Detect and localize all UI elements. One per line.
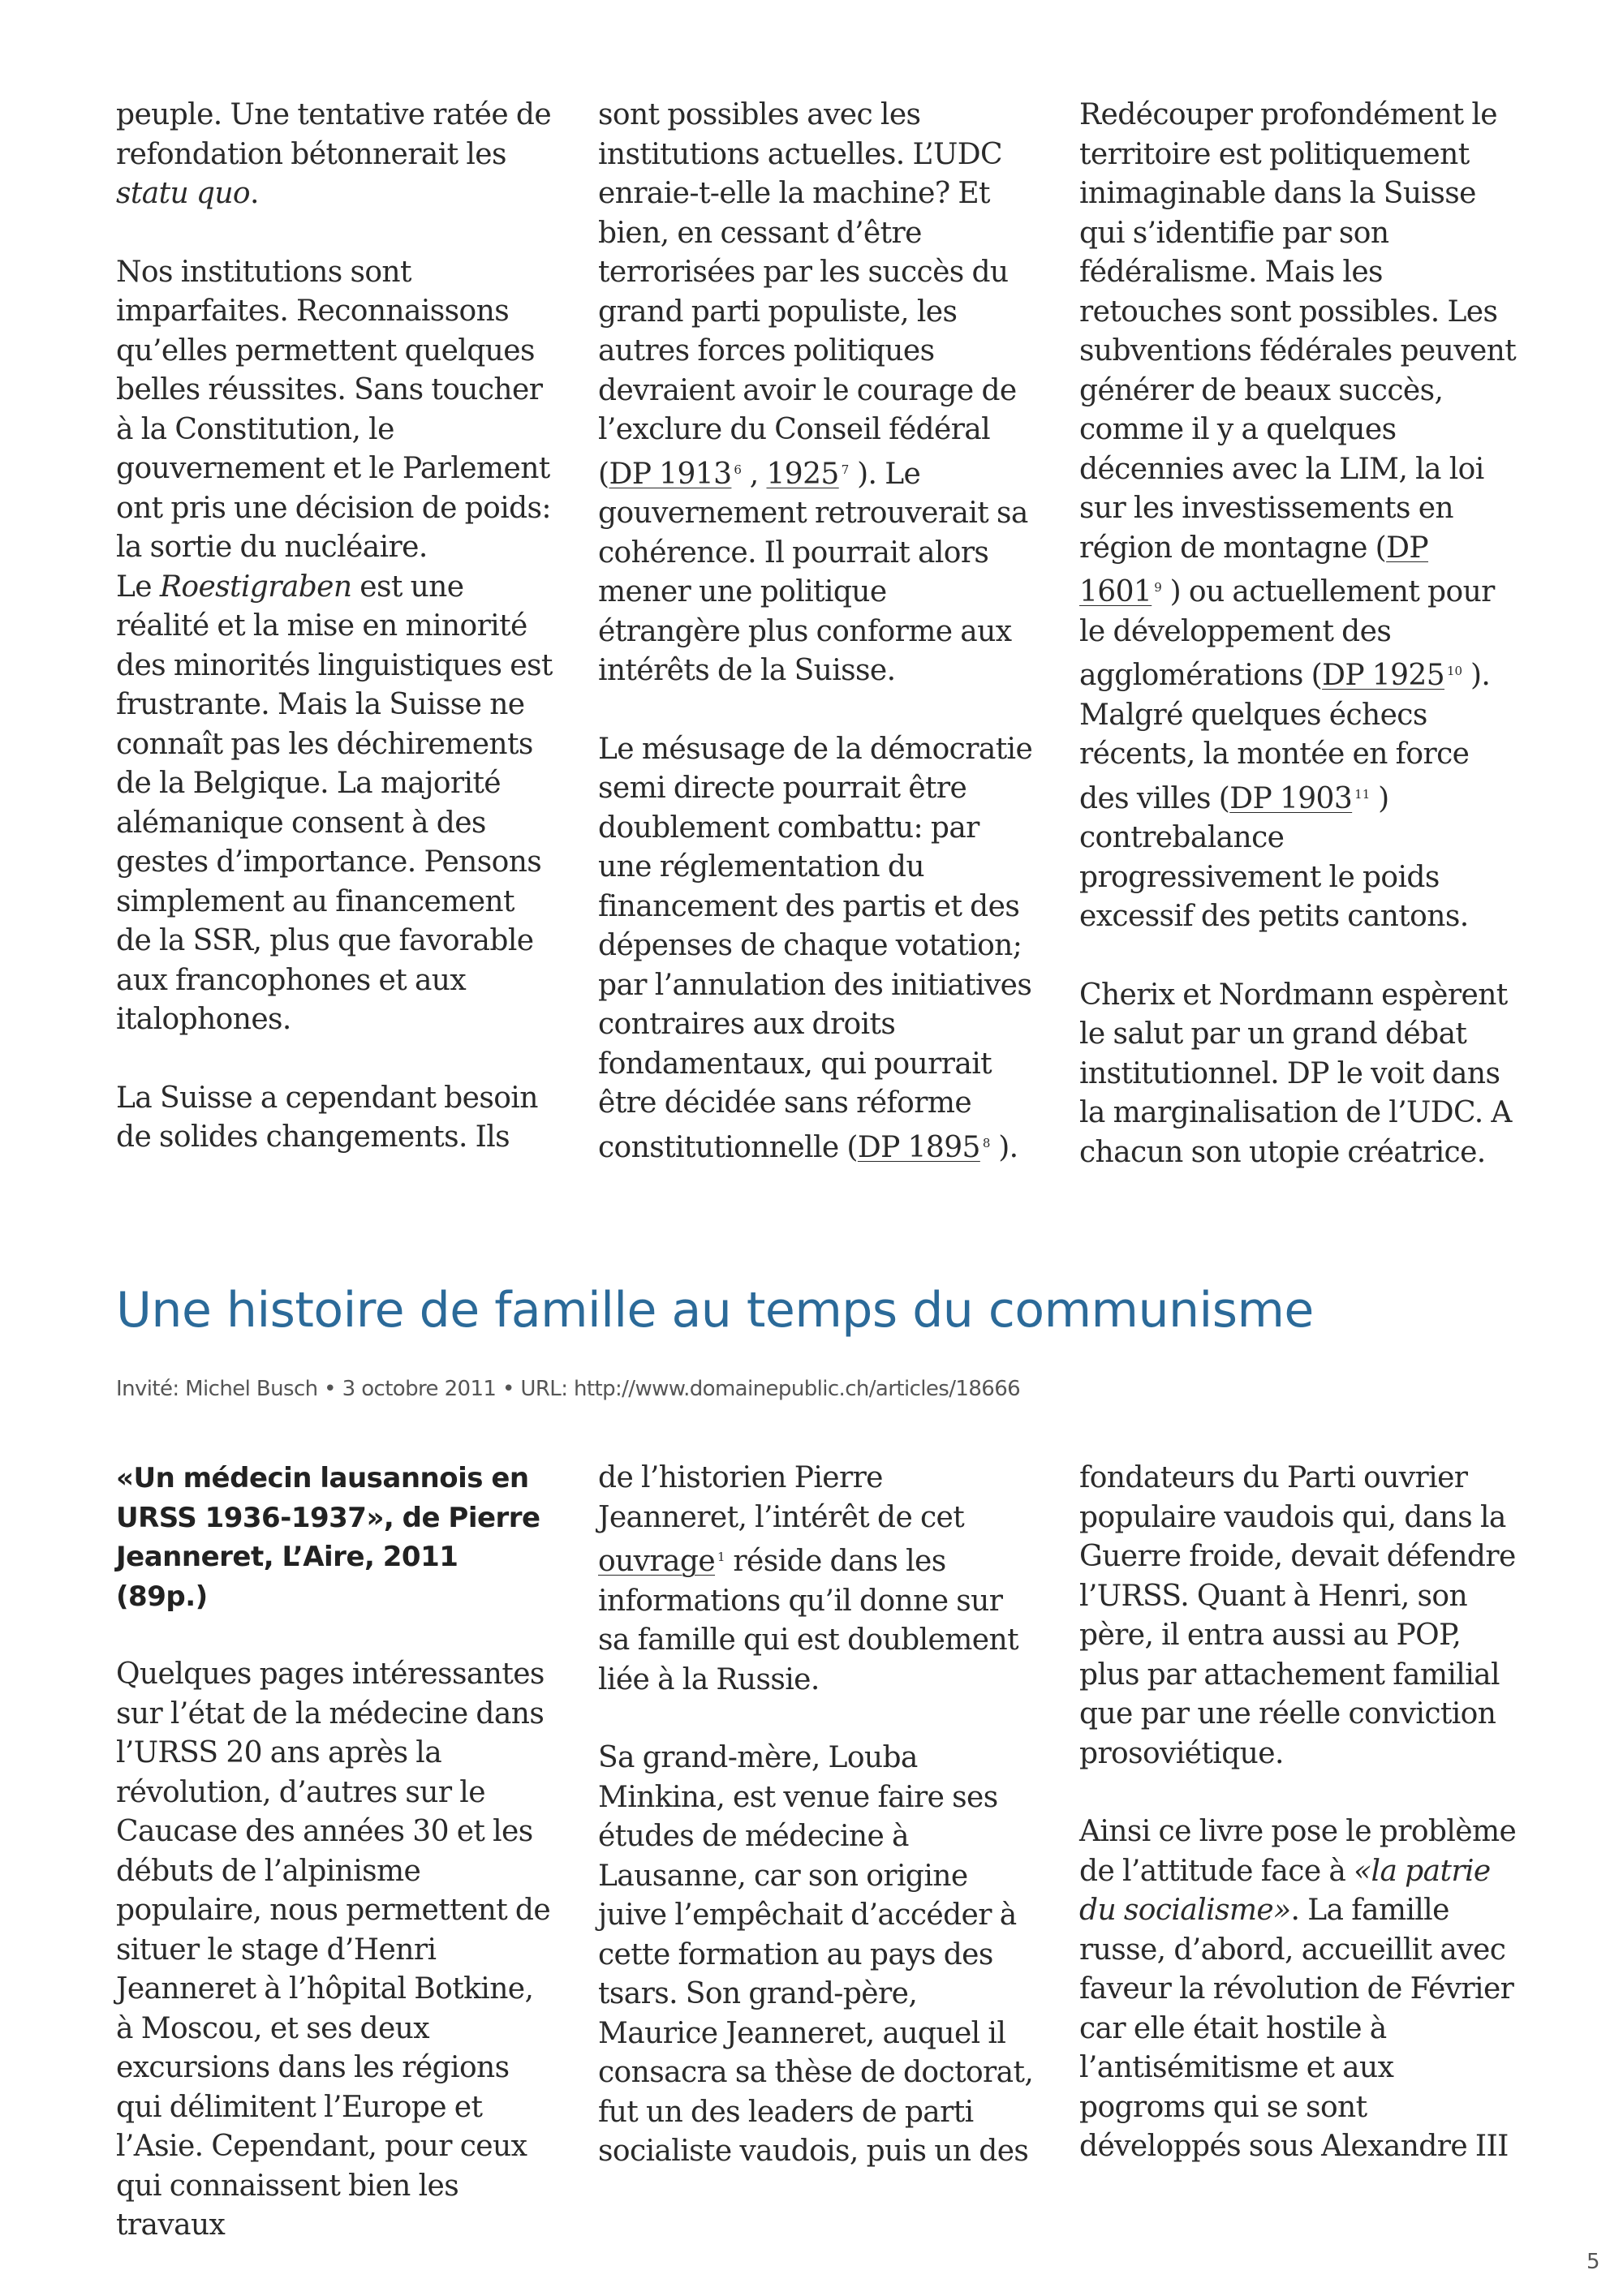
footnote-marker: 9 [1154,580,1162,595]
link-dp-1601[interactable]: DP 1601 [1079,531,1429,608]
link-dp-1895[interactable]: DP 1895 [857,1130,980,1164]
link-dp-1925-ref[interactable]: 1925 [766,457,839,491]
paragraph: peuple. Une tentative ratée de refondation bétonnerait les statu quo. [116,98,552,210]
paragraph: Sa grand-mère, Louba Minkina, est venue faire ses études de médecine à Lausanne, car son origine juive l’empêchait d’accéder à cette formation au pays des tsars. Son grand-père, Maurice Jeanneret, auquel il consacra sa thèse de doctorat, fut un des leaders de parti socialiste vaudois, puis un des [598,1741,1034,2168]
footnote-marker: 8 [982,1135,991,1150]
link-ouvrage[interactable]: ouvrage [598,1545,716,1578]
article1-column-2 [598,96,1036,1167]
paragraph: La Suisse a cependant besoin de solides changements. Ils [116,1081,538,1154]
paragraph: Ainsi ce livre pose le problème de l’attitude face à «la patrie du socialisme». La famille russe, d’abord, accueillit avec faveur la révolution de Février car elle était hostile à l’antisémitisme et aux pogroms qui se sont développés sous Alexandre III [1079,1815,1517,2163]
footnote-marker: 11 [1354,786,1371,802]
paragraph: sont possibles avec les institutions actuelles. L’UDC enraie-t-elle la machine? Et bien, en cessant d’être terrorisées par les succès du grand parti populiste, les autres forces politiques devraient avoir le courage de l’exclure du Conseil fédéral (DP 1913 $^6$ , 1925 $^7$ ). Le gouvernement retrouverait sa cohérence. Il pourrait alors mener une politique étrangère plus conforme aux intérêts de la Suisse. [598,98,1028,687]
article1-column-3 [1079,96,1518,1172]
footnote-marker: 10 [1447,664,1463,678]
paragraph: de l’historien Pierre Jeanneret, l’intérêt de cet ouvrage $^1$ réside dans les informations qu’il donne sur sa famille qui est doublement liée à la Russie. [598,1461,1018,1696]
paragraph: Nos institutions sont imparfaites. Reconnaissons qu’elles permettent quelques belles réussites. Sans toucher à la Constitution, le gouvernement et le Parlement ont pris une décision de poids: la sortie du nucléaire. Le Roestigraben est une réalité et la mise en minorité des minorités linguistiques est frustrante. Mais la Suisse ne connaît pas les déchirements de la Belgique. La majorité alémanique consent à des gestes d’importance. Pensons simplement au financement de la SSR, plus que favorable aux francophones et aux italophones. [116,255,553,1036]
article1-column-1 [116,96,554,1158]
article-title: Une histoire de famille au temps du communisme [116,1282,1314,1339]
footnote-marker: 6 [734,462,742,477]
paragraph: Quelques pages intéressantes sur l’état de la médecine dans l’URSS 20 ans après la révolution, d’autres sur le Caucase des années 30 et les débuts de l’alpinisme populaire, nous permettent de situer le stage d’Henri Jeanneret à l’hôpital Botkine, à Moscou, et ses deux excursions dans les régions qui délimitent l’Europe et l’Asie. Cependant, pour ceux qui connaissent bien les travaux [116,1658,551,2242]
article-byline: Invité: Michel Busch • 3 octobre 2011 • URL: http://www.domainepublic.ch/articles/18666 [116,1377,1021,1401]
link-dp-1903[interactable]: DP 1903 [1229,781,1353,815]
footnote-marker: 7 [841,462,850,477]
paragraph: Le mésusage de la démocratie semi directe pourrait être doublement combattu: par une réglementation du financement des partis et des dépenses de chaque votation; par l’annulation des initiatives contraires aux droits fondamentaux, qui pourrait être décidée sans réforme constitutionnelle (DP 1895 $^8$ ). [598,732,1033,1164]
footnote-marker: 1 [717,1550,725,1564]
article2-column-3 [1079,1459,1518,2167]
paragraph: fondateurs du Parti ouvrier populaire vaudois qui, dans la Guerre froide, devait défendre l’URSS. Quant à Henri, son père, il entra aussi au POP, plus par attachement familial que par une réelle conviction prosoviétique. [1079,1461,1516,1770]
book-reference-lead: «Un médecin lausannois en URSS 1936-1937», de Pierre Jeanneret, L’Aire, 2011 (89p.) [116,1462,540,1613]
page-number: 5 [1586,2250,1600,2274]
link-dp-1925[interactable]: DP 1925 [1322,659,1445,692]
paragraph: Redécouper profondément le territoire est politiquement inimaginable dans la Suisse qui s’identifie par son fédéralisme. Mais les retouches sont possibles. Les subventions fédérales peuvent générer de beaux succès, comme il y a quelques décennies avec la LIM, la loi sur les investissements en région de montagne (DP 1601 $^9$ ) ou actuellement pour le développement des agglomérations (DP 1925 $^{10}$ ). Malgré quelques échecs récents, la montée en force des villes (DP 1903 $^{11}$ ) contrebalance progressivement le poids excessif des petits cantons. [1079,98,1517,933]
link-dp-1913[interactable]: DP 1913 [609,457,732,491]
paragraph: Cherix et Nordmann espèrent le salut par un grand débat institutionnel. DP le voit dans la marginalisation de l’UDC. A chacun son utopie créatrice. [1079,978,1512,1169]
article2-column-2 [598,1459,1036,2172]
article2-column-1 [116,1459,554,2246]
